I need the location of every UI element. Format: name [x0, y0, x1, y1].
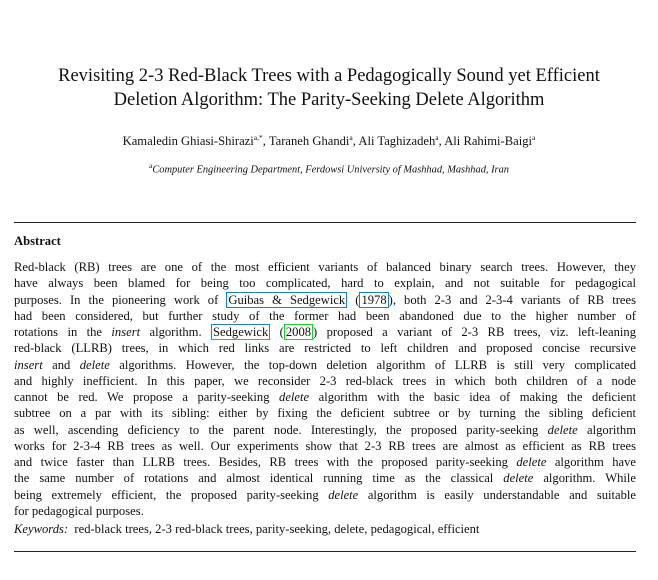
text-span: being extremely efficient, the proposed parity-seeking	[14, 487, 329, 502]
emphasized-text: delete	[503, 471, 534, 486]
author-affiliation-mark: a	[532, 133, 536, 142]
author-affiliation-mark: a	[435, 133, 439, 142]
abstract-line	[14, 308, 636, 324]
paper-title	[0, 64, 658, 112]
keywords	[14, 522, 479, 537]
text-span: algorithm with the basic idea of making the deficient	[309, 390, 636, 404]
text-span: ) proposed a variant of 2-3 RB trees, viz. left-leaning	[313, 325, 637, 339]
text-span: works for 2-3-4 RB trees as well. Our experiments show that 2-3 RB trees are almost as efficient as RB trees	[14, 438, 636, 453]
text-span: algorithm	[577, 422, 636, 437]
text-span: subtree on a par with its sibling: either by fixing the deficient subtree or by turning the sibling deficient	[14, 406, 636, 421]
citation-link[interactable]: Guibas & Sedgewick	[228, 292, 346, 307]
keywords-text: red-black trees, 2-3 red-black trees, parity-seeking, delete, pedagogical, efficient	[74, 522, 480, 536]
abstract-line	[14, 503, 636, 519]
abstract-line	[14, 324, 636, 340]
emphasized-text: insert	[111, 325, 141, 339]
affiliation-text: Computer Engineering Department, Ferdowsi University of Mashhad, Mashhad, Iran	[152, 164, 509, 176]
abstract-line	[14, 438, 636, 454]
author-list: Kamaledin Ghiasi-Shirazi$^{a,*}$, Taraneh Ghandi$^a$, Ali Taghizadeh$^a$, Ali Rahimi-Baigi$^a$	[122, 133, 536, 149]
text-span: the same number of rotations and almost identical running time as the classical	[14, 471, 504, 486]
text-span: ), both 2-3 and 2-3-4 variants of RB trees	[388, 292, 636, 307]
abstract-line	[14, 340, 636, 356]
text-span: and	[42, 357, 80, 372]
abstract-line	[14, 259, 636, 275]
abstract-line	[14, 357, 636, 373]
emphasized-text: delete	[516, 455, 547, 469]
citation-link[interactable]: 1978	[361, 292, 387, 307]
affiliation-mark: a	[149, 161, 153, 170]
title-line-1: Revisiting 2-3 Red-Black Trees with a Pedagogically Sound yet Efficient	[58, 66, 600, 86]
citation-link[interactable]: 2008	[285, 325, 312, 339]
text-span: have always been blamed for being too complicated, hard to explain, and not suitable for pedagogical	[14, 276, 636, 291]
emphasized-text: delete	[279, 390, 310, 404]
text-span: rotations in the	[14, 325, 112, 339]
text-span: red-black (LLRB) trees, in which red links are restricted to left children and proposed concise recursive	[14, 341, 636, 356]
author: Ali Taghizadeh	[358, 134, 436, 149]
bottom-rule	[14, 551, 636, 552]
citation-link[interactable]: Sedgewick	[213, 325, 269, 339]
keywords-label: Keywords:	[14, 522, 69, 536]
title-line-2: Deletion Algorithm: The Parity-Seeking Delete Algorithm	[113, 90, 545, 110]
text-span: purposes. In the pioneering work of	[14, 292, 227, 307]
author-affiliation-mark: a,*	[253, 133, 263, 142]
abstract-line	[14, 275, 636, 291]
text-span: algorithm have	[546, 455, 636, 469]
abstract-line	[14, 389, 636, 405]
abstract-body	[14, 259, 636, 519]
abstract-line	[14, 373, 636, 389]
abstract-heading: Abstract	[14, 234, 61, 248]
text-span: algorithm. While	[533, 471, 636, 486]
top-rule	[14, 222, 636, 223]
author: Kamaledin Ghiasi-Shirazi	[122, 134, 254, 149]
text-span: algorithm is easily understandable and suitable	[358, 487, 636, 502]
author-affiliation-mark: a	[349, 133, 353, 142]
abstract-line	[14, 292, 636, 308]
author: Taraneh Ghandi	[268, 134, 350, 149]
emphasized-text: insert	[14, 357, 43, 372]
author: Ali Rahimi-Baigi	[444, 134, 533, 149]
text-span: (	[270, 325, 284, 339]
emphasized-text: delete	[328, 487, 359, 502]
text-span: had been considered, but further study of the former had been abandoned due to the higher number of	[14, 308, 636, 323]
abstract-line	[14, 454, 636, 470]
emphasized-text: delete	[547, 422, 578, 437]
text-span: and highly inefficient. In this paper, we reconsider 2-3 red-black trees in which both children of a node	[14, 373, 636, 388]
abstract-line	[14, 405, 636, 421]
text-span: cannot be red. We propose a parity-seeking	[14, 390, 280, 404]
text-span: for pedagogical purposes.	[14, 503, 144, 518]
emphasized-text: delete	[79, 357, 110, 372]
text-span: Red-black (RB) trees are one of the most efficient variants of balanced binary search trees. However, they	[14, 260, 636, 274]
abstract-line	[14, 470, 636, 486]
text-span: algorithms. However, the top-down deletion algorithm of LLRB is still very complicated	[109, 357, 636, 372]
abstract-line	[14, 487, 636, 503]
text-span: as well, ascending deficiency to the parent node. Interestingly, the proposed parity-seeking	[14, 422, 548, 437]
affiliation	[0, 161, 658, 175]
abstract-line	[14, 422, 636, 438]
text-span: (	[347, 292, 360, 307]
text-span: and twice faster than LLRB trees. Besides, RB trees with the proposed parity-seeking	[14, 455, 517, 469]
text-span: algorithm.	[140, 325, 211, 339]
